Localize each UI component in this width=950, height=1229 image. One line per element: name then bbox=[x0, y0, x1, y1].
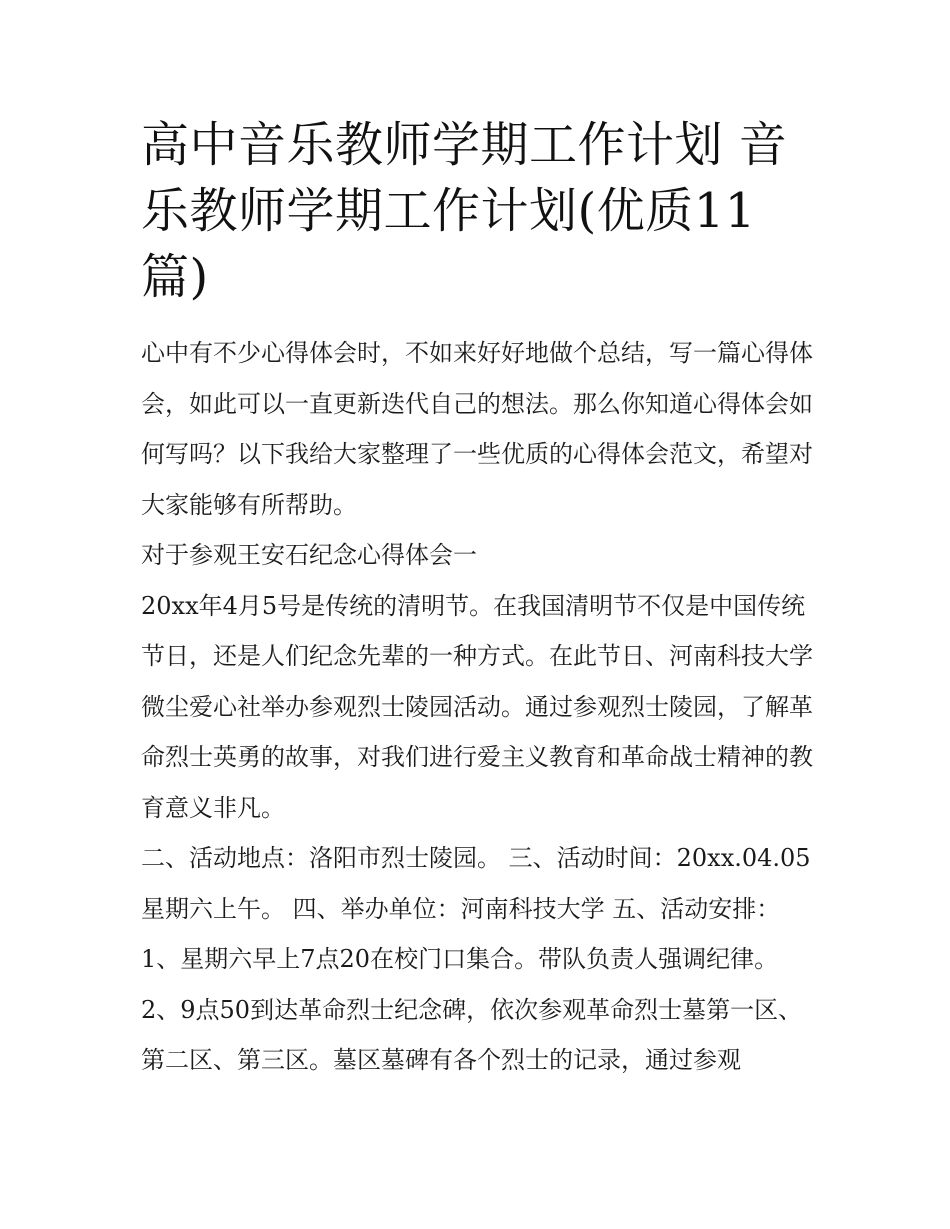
document-content bbox=[141, 112, 813, 1086]
document-title: 高中音乐教师学期工作计划 音乐教师学期工作计划(优质11篇) bbox=[141, 117, 788, 305]
document-body bbox=[141, 328, 813, 1086]
activity-info-paragraph: 二、活动地点：洛阳市烈士陵园。 三、活动时间：20xx.04.05星期六上午。 四、举办单位：河南科技大学 五、活动安排： bbox=[141, 844, 811, 923]
section-heading: 对于参观王安石纪念心得体会一 bbox=[141, 541, 477, 569]
intro-paragraph: 心中有不少心得体会时，不如来好好地做个总结，写一篇心得体会，如此可以一直更新迭代自己的想法。那么你知道心得体会如何写吗？以下我给大家整理了一些优质的心得体会范文，希望对大家能够有所帮助。 bbox=[141, 339, 813, 519]
schedule-item-2: 2、9点50到达革命烈士纪念碑，依次参观革命烈士墓第一区、第二区、第三区。墓区墓碑有各个烈士的记录，通过参观 bbox=[141, 995, 803, 1074]
body-paragraph: 20xx年4月5号是传统的清明节。在我国清明节不仅是中国传统节日，还是人们纪念先辈的一种方式。在此节日、河南科技大学微尘爱心社举办参观烈士陵园活动。通过参观烈士陵园，了解革命烈士英勇的故事，对我们进行爱主义教育和革命战士精神的教育意义非凡。 bbox=[141, 591, 813, 822]
schedule-item-1: 1、星期六早上7点20在校门口集合。带队负责人强调纪律。 bbox=[141, 945, 779, 973]
